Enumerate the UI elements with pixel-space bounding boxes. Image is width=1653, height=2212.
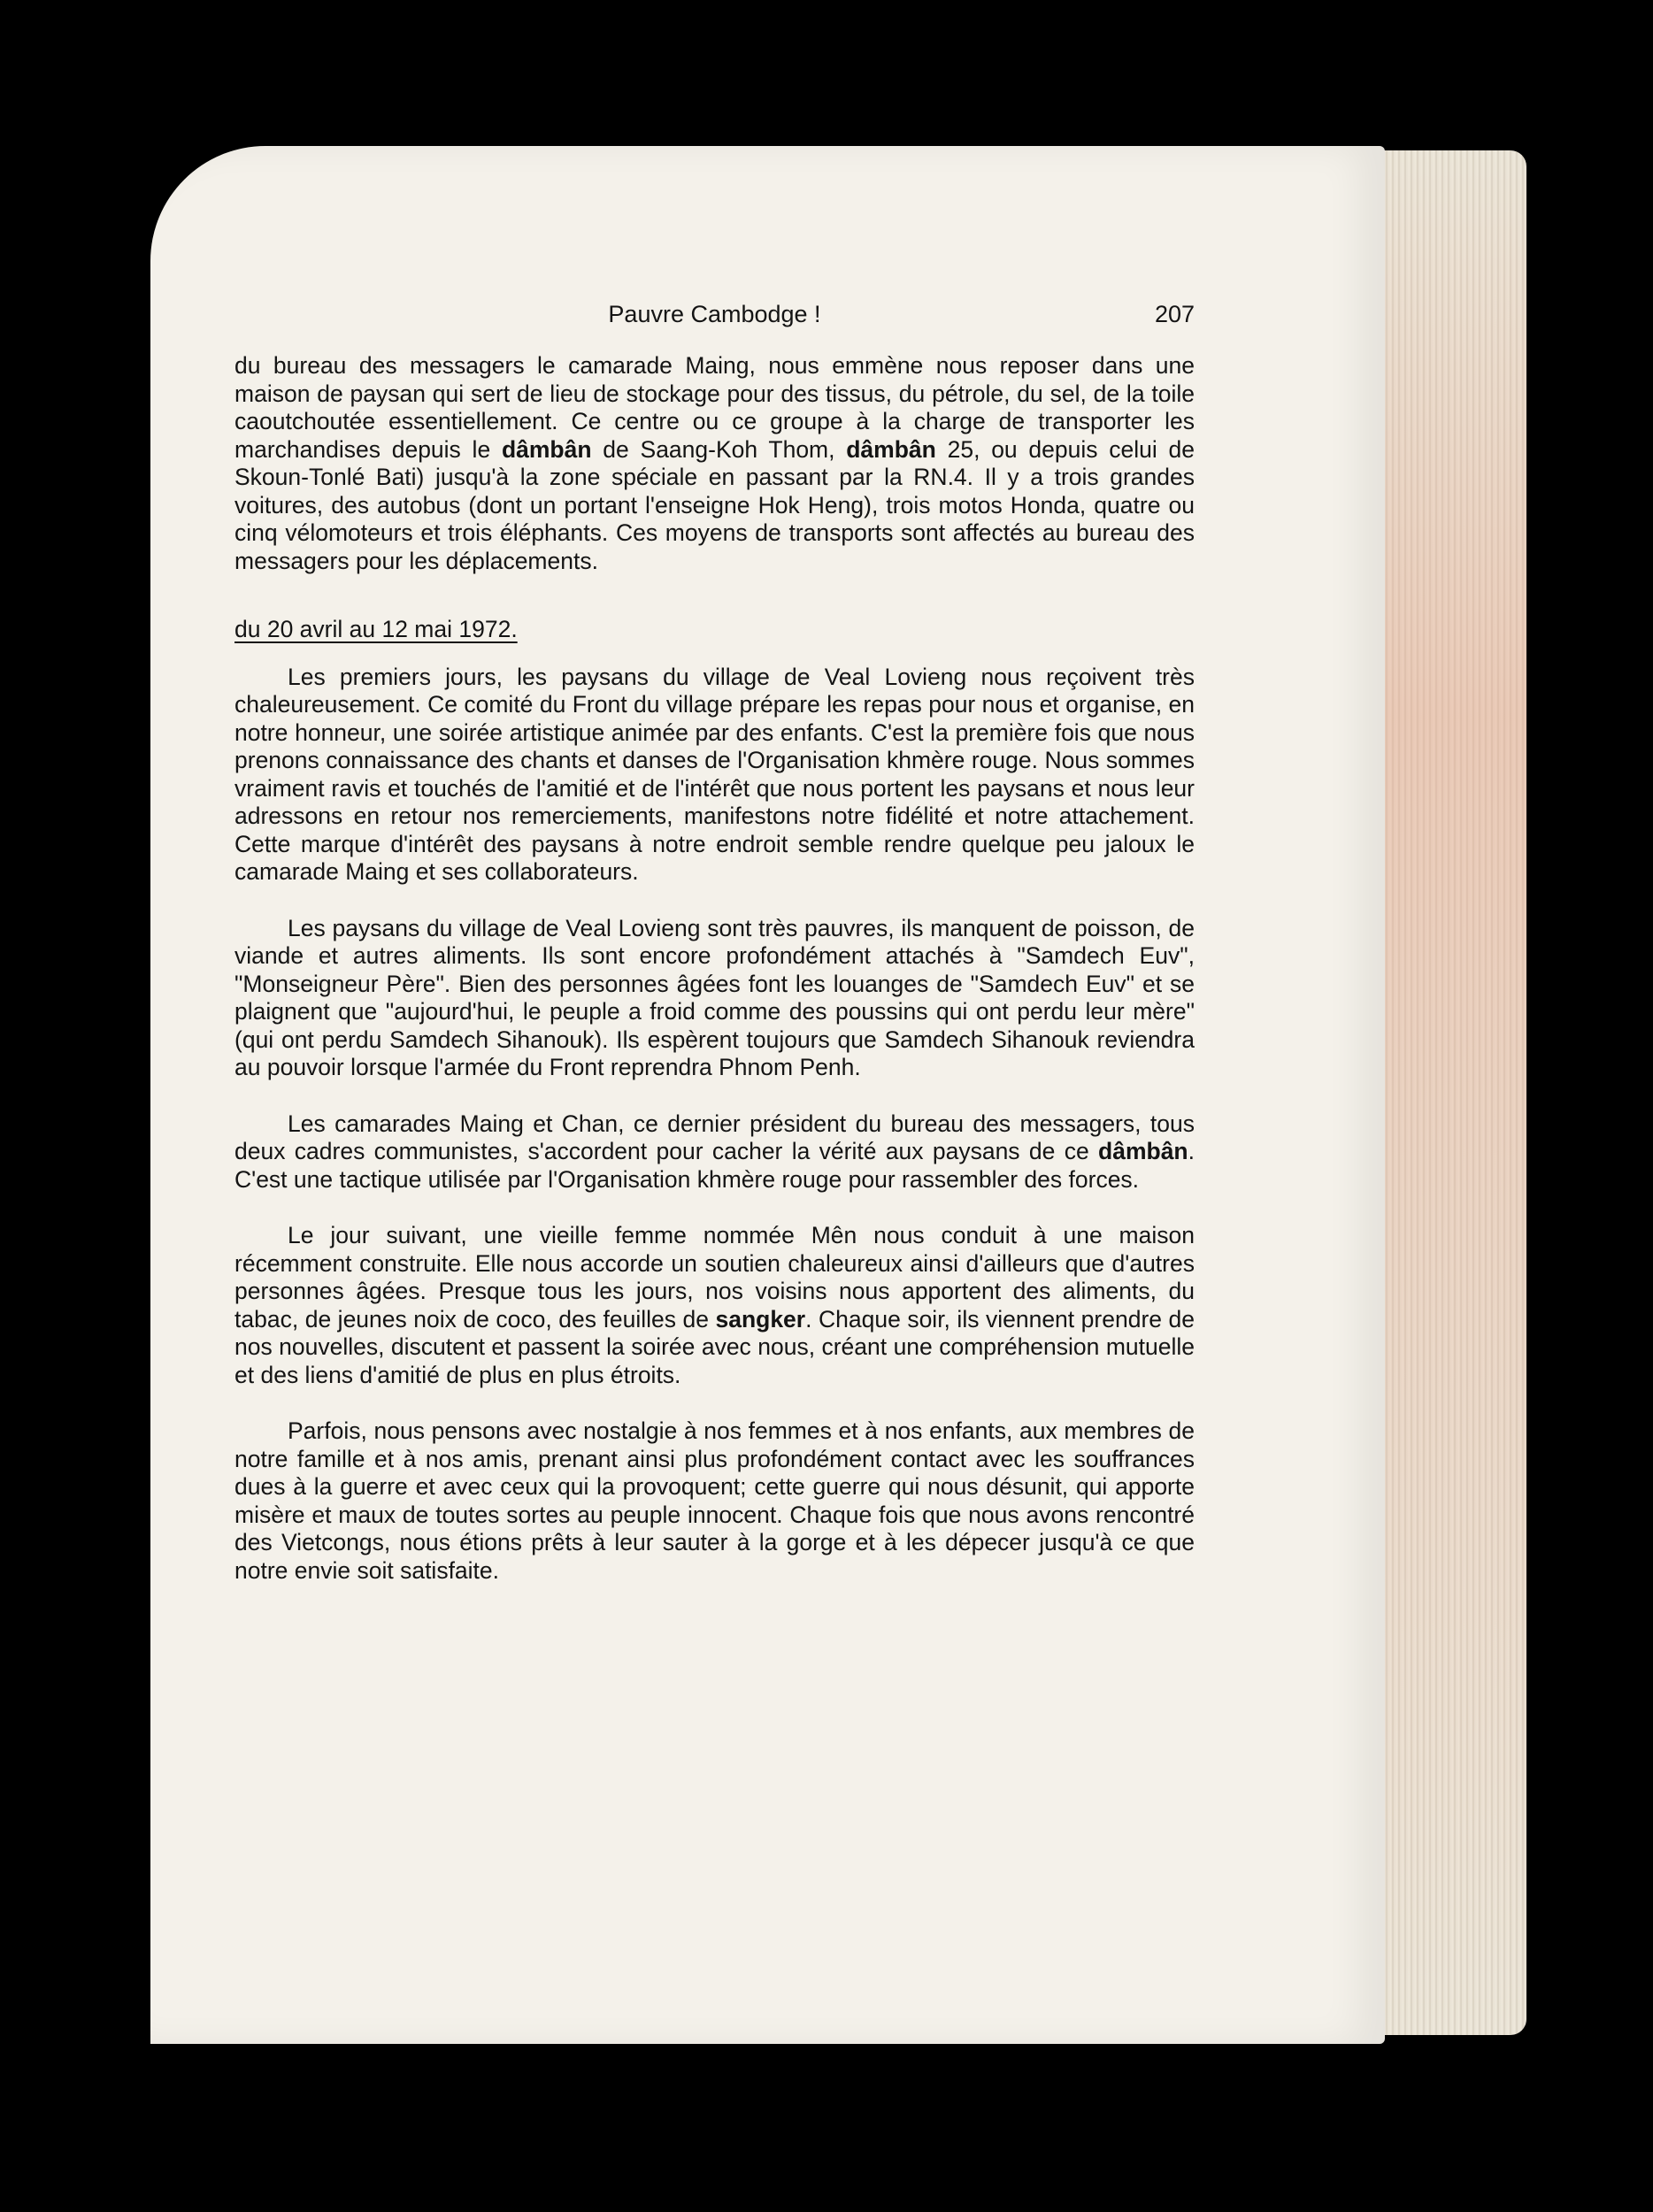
term-sangker: sangker xyxy=(715,1305,806,1333)
paragraph-1-text-a: du bureau des messagers le camarade Maing, nous emmène nous reposer dans une maison de paysan qui sert de lieu de stockage pour des tissus, du pétrole, du sel, de la toile caoutchoutée essentiellement. Ce centre ou ce groupe à la charge de transporter les marchandises depuis le xyxy=(234,352,1195,463)
paragraph-4-text-b: . C'est une tactique utilisée par l'Organisation khmère rouge pour rassembler des forces. xyxy=(234,1138,1195,1193)
paragraph-4 xyxy=(234,1110,1195,1194)
paragraph-6: Parfois, nous pensons avec nostalgie à nos femmes et à nos enfants, aux membres de notre famille et à nos amis, prenant ainsi plus profondément contact avec les souffrances dues à la guerre et avec ceux qui la provoquent; cette guerre qui nous désunit, qui apporte misère et maux de toutes sortes au peuple innocent. Chaque fois que nous avons rencontré des Vietcongs, nous étions prêts à leur sauter à la gorge et à les dépecer jusqu'à ce que notre envie soit satisfaite. xyxy=(234,1417,1195,1584)
section-heading-wrap xyxy=(234,603,1195,664)
paragraph-1 xyxy=(234,352,1195,575)
running-header xyxy=(234,301,1195,336)
paragraph-3: Les paysans du village de Veal Lovieng sont très pauvres, ils manquent de poisson, de viande et autres aliments. Ils sont encore profondément attachés à "Samdech Euv", "Monseigneur Père". Bien des personnes âgées font les louanges de "Samdech Euv" et se plaignent que "aujourd'hui, le peuple a froid comme des poussins qui ont perdu leur mère" (qui ont perdu Samdech Sihanouk). Ils espèrent toujours que Samdech Sihanouk reviendra au pouvoir lorsque l'armée du Front reprendra Phnom Penh. xyxy=(234,914,1195,1080)
paragraph-4-text-a: Les camarades Maing et Chan, ce dernier président du bureau des messagers, tous deux cadres communistes, s'accordent pour cacher la vérité aux paysans de ce xyxy=(234,1110,1195,1164)
paragraph-1-text-c: 25, ou depuis celui de Skoun-Tonlé Bati) jusqu'à la zone spéciale en passant par la RN.4. Il y a trois grandes voitures, des autobus (dont un portant l'enseigne Hok Heng), trois motos Honda, quatre ou cinq vélomoteurs et trois éléphants. Ces moyens de transports sont affectés au bureau des messagers pour les déplacements. xyxy=(234,435,1195,574)
term-damban-2: dâmbân xyxy=(846,435,936,463)
section-date-heading: du 20 avril au 12 mai 1972. xyxy=(234,616,518,642)
paragraph-5 xyxy=(234,1222,1195,1389)
paragraph-2: Les premiers jours, les paysans du village de Veal Lovieng nous reçoivent très chaleureusement. Ce comité du Front du village prépare les repas pour nous et organise, en notre honneur, une soirée artistique animée par des enfants. C'est la première fois que nous prenons connaissance des chants et danses de l'Organisation khmère rouge. Nous sommes vraiment ravis et touchés de l'amitié et de l'intérêt que nous portent les paysans et nous leur adressons en retour nos remerciements, manifestons notre fidélité et notre attachement. Cette marque d'intérêt des paysans à notre endroit semble rendre quelque peu jaloux le camarade Maing et ses collaborateurs. xyxy=(234,663,1195,885)
paragraph-5-text-a: Le jour suivant, une vieille femme nommée Mên nous conduit à une maison récemment construite. Elle nous accorde un soutien chaleureux ainsi d'ailleurs que d'autres personnes âgées. Presque tous les jours, nos voisins nous apportent des aliments, du tabac, de jeunes noix de coco, des feuilles de xyxy=(234,1222,1195,1333)
page-content xyxy=(234,301,1195,1613)
term-damban-1: dâmbân xyxy=(501,435,592,463)
page-number: 207 xyxy=(1154,301,1195,327)
paragraph-5-text-b: . Chaque soir, ils viennent prendre de nos nouvelles, discutent et passent la soirée avec nous, créant une compréhension mutuelle et des liens d'amitié de plus en plus étroits. xyxy=(234,1305,1195,1388)
running-title: Pauvre Cambodge ! xyxy=(608,301,821,327)
term-damban-3: dâmbân xyxy=(1098,1138,1188,1164)
paragraph-1-text-b: de Saang-Koh Thom, xyxy=(591,435,847,463)
book-page xyxy=(150,146,1385,2044)
